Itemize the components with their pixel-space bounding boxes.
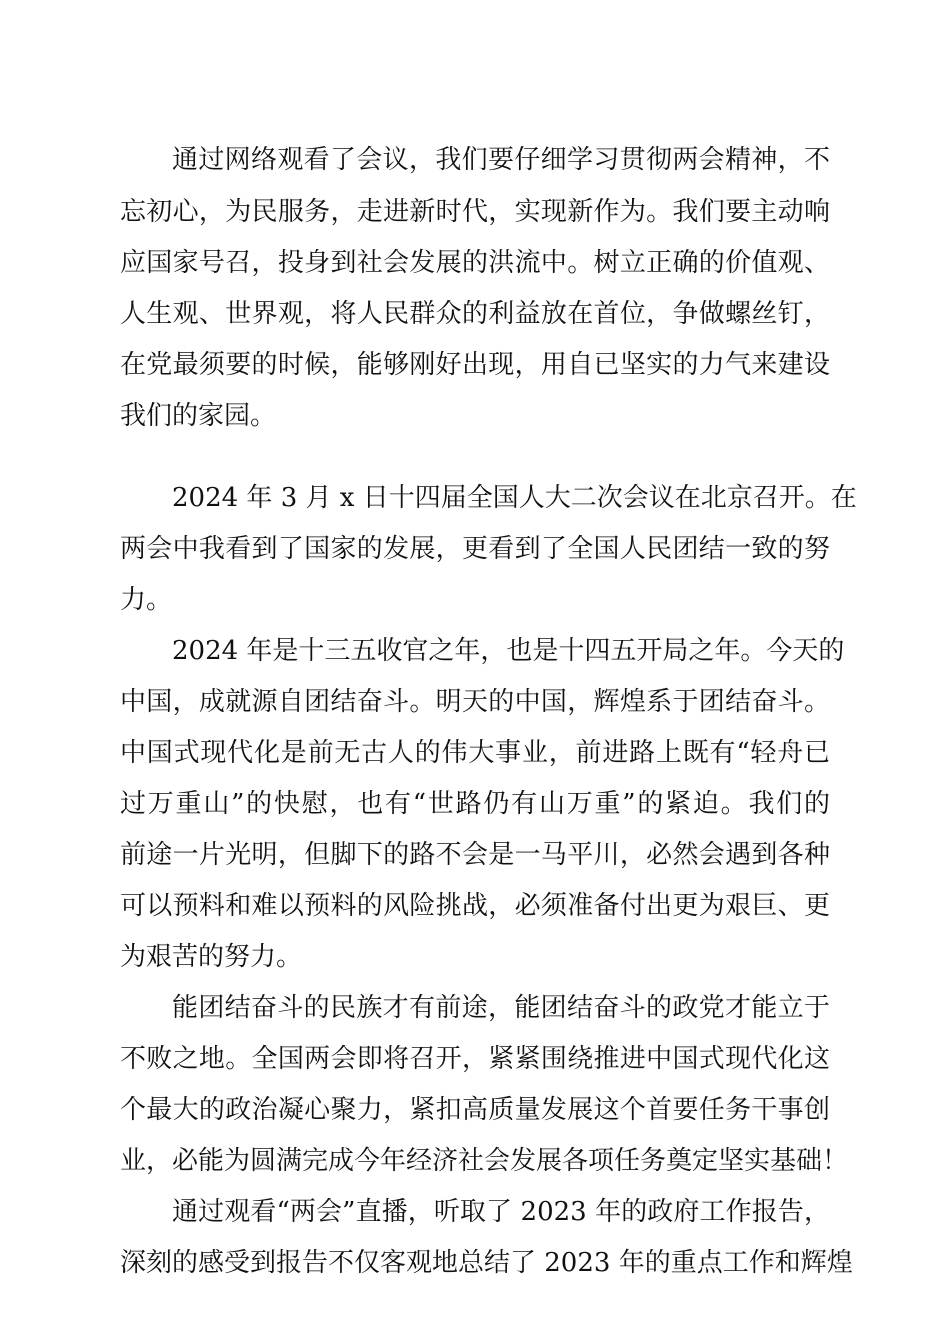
paragraph-1-line-6: 我们的家园。 [120, 401, 277, 431]
paragraph-3-line-2: 中国，成就源自团结奋斗。明天的中国，辉煌系于团结奋斗。 [120, 687, 830, 717]
paragraph-4-line-4: 业，必能为圆满完成今年经济社会发展各项任务奠定坚实基础！ [120, 1146, 849, 1176]
paragraph-4-line-1: 能团结奋斗的民族才有前途，能团结奋斗的政党才能立于 [172, 993, 830, 1023]
paragraph-3-line-7: 为艰苦的努力。 [120, 942, 303, 972]
paragraph-2-line-2: 两会中我看到了国家的发展，更看到了全国人民团结一致的努 [120, 534, 830, 564]
paragraph-3-line-5: 前途一片光明，但脚下的路不会是一马平川，必然会遇到各种 [120, 840, 830, 870]
paragraph-5-line-2: 深刻的感受到报告不仅客观地总结了 2023 年的重点工作和辉煌 [120, 1248, 853, 1278]
paragraph-1-line-5: 在党最须要的时候，能够刚好出现，用自已坚实的力气来建设 [120, 350, 830, 380]
paragraph-3-line-1: 2024 年是十三五收官之年，也是十四五开局之年。今天的 [172, 636, 845, 666]
paragraph-3-line-4: 过万重山”的快慰，也有“世路仍有山万重”的紧迫。我们的 [120, 789, 830, 819]
paragraph-2-line-1: 2024 年 3 月 x 日十四届全国人大二次会议在北京召开。在 [172, 483, 857, 513]
paragraph-2-line-3: 力。 [120, 585, 173, 615]
paragraph-5-line-1: 通过观看“两会”直播，听取了 2023 年的政府工作报告， [172, 1197, 830, 1227]
paragraph-3-line-6: 可以预料和难以预料的风险挑战，必须准备付出更为艰巨、更 [120, 891, 830, 921]
paragraph-1-line-2: 忘初心，为民服务，走进新时代，实现新作为。我们要主动响 [120, 197, 830, 227]
paragraph-3-line-3: 中国式现代化是前无古人的伟大事业，前进路上既有“轻舟已 [120, 738, 830, 768]
paragraph-1-line-3: 应国家号召，投身到社会发展的洪流中。树立正确的价值观、 [120, 248, 830, 278]
paragraph-4-line-3: 个最大的政治凝心聚力，紧扣高质量发展这个首要任务干事创 [120, 1095, 830, 1125]
paragraph-1-line-1: 通过网络观看了会议，我们要仔细学习贯彻两会精神，不 [172, 145, 830, 175]
paragraph-4-line-2: 不败之地。全国两会即将召开，紧紧围绕推进中国式现代化这 [120, 1044, 830, 1074]
paragraph-1-line-4: 人生观、世界观，将人民群众的利益放在首位，争做螺丝钉， [120, 299, 830, 329]
